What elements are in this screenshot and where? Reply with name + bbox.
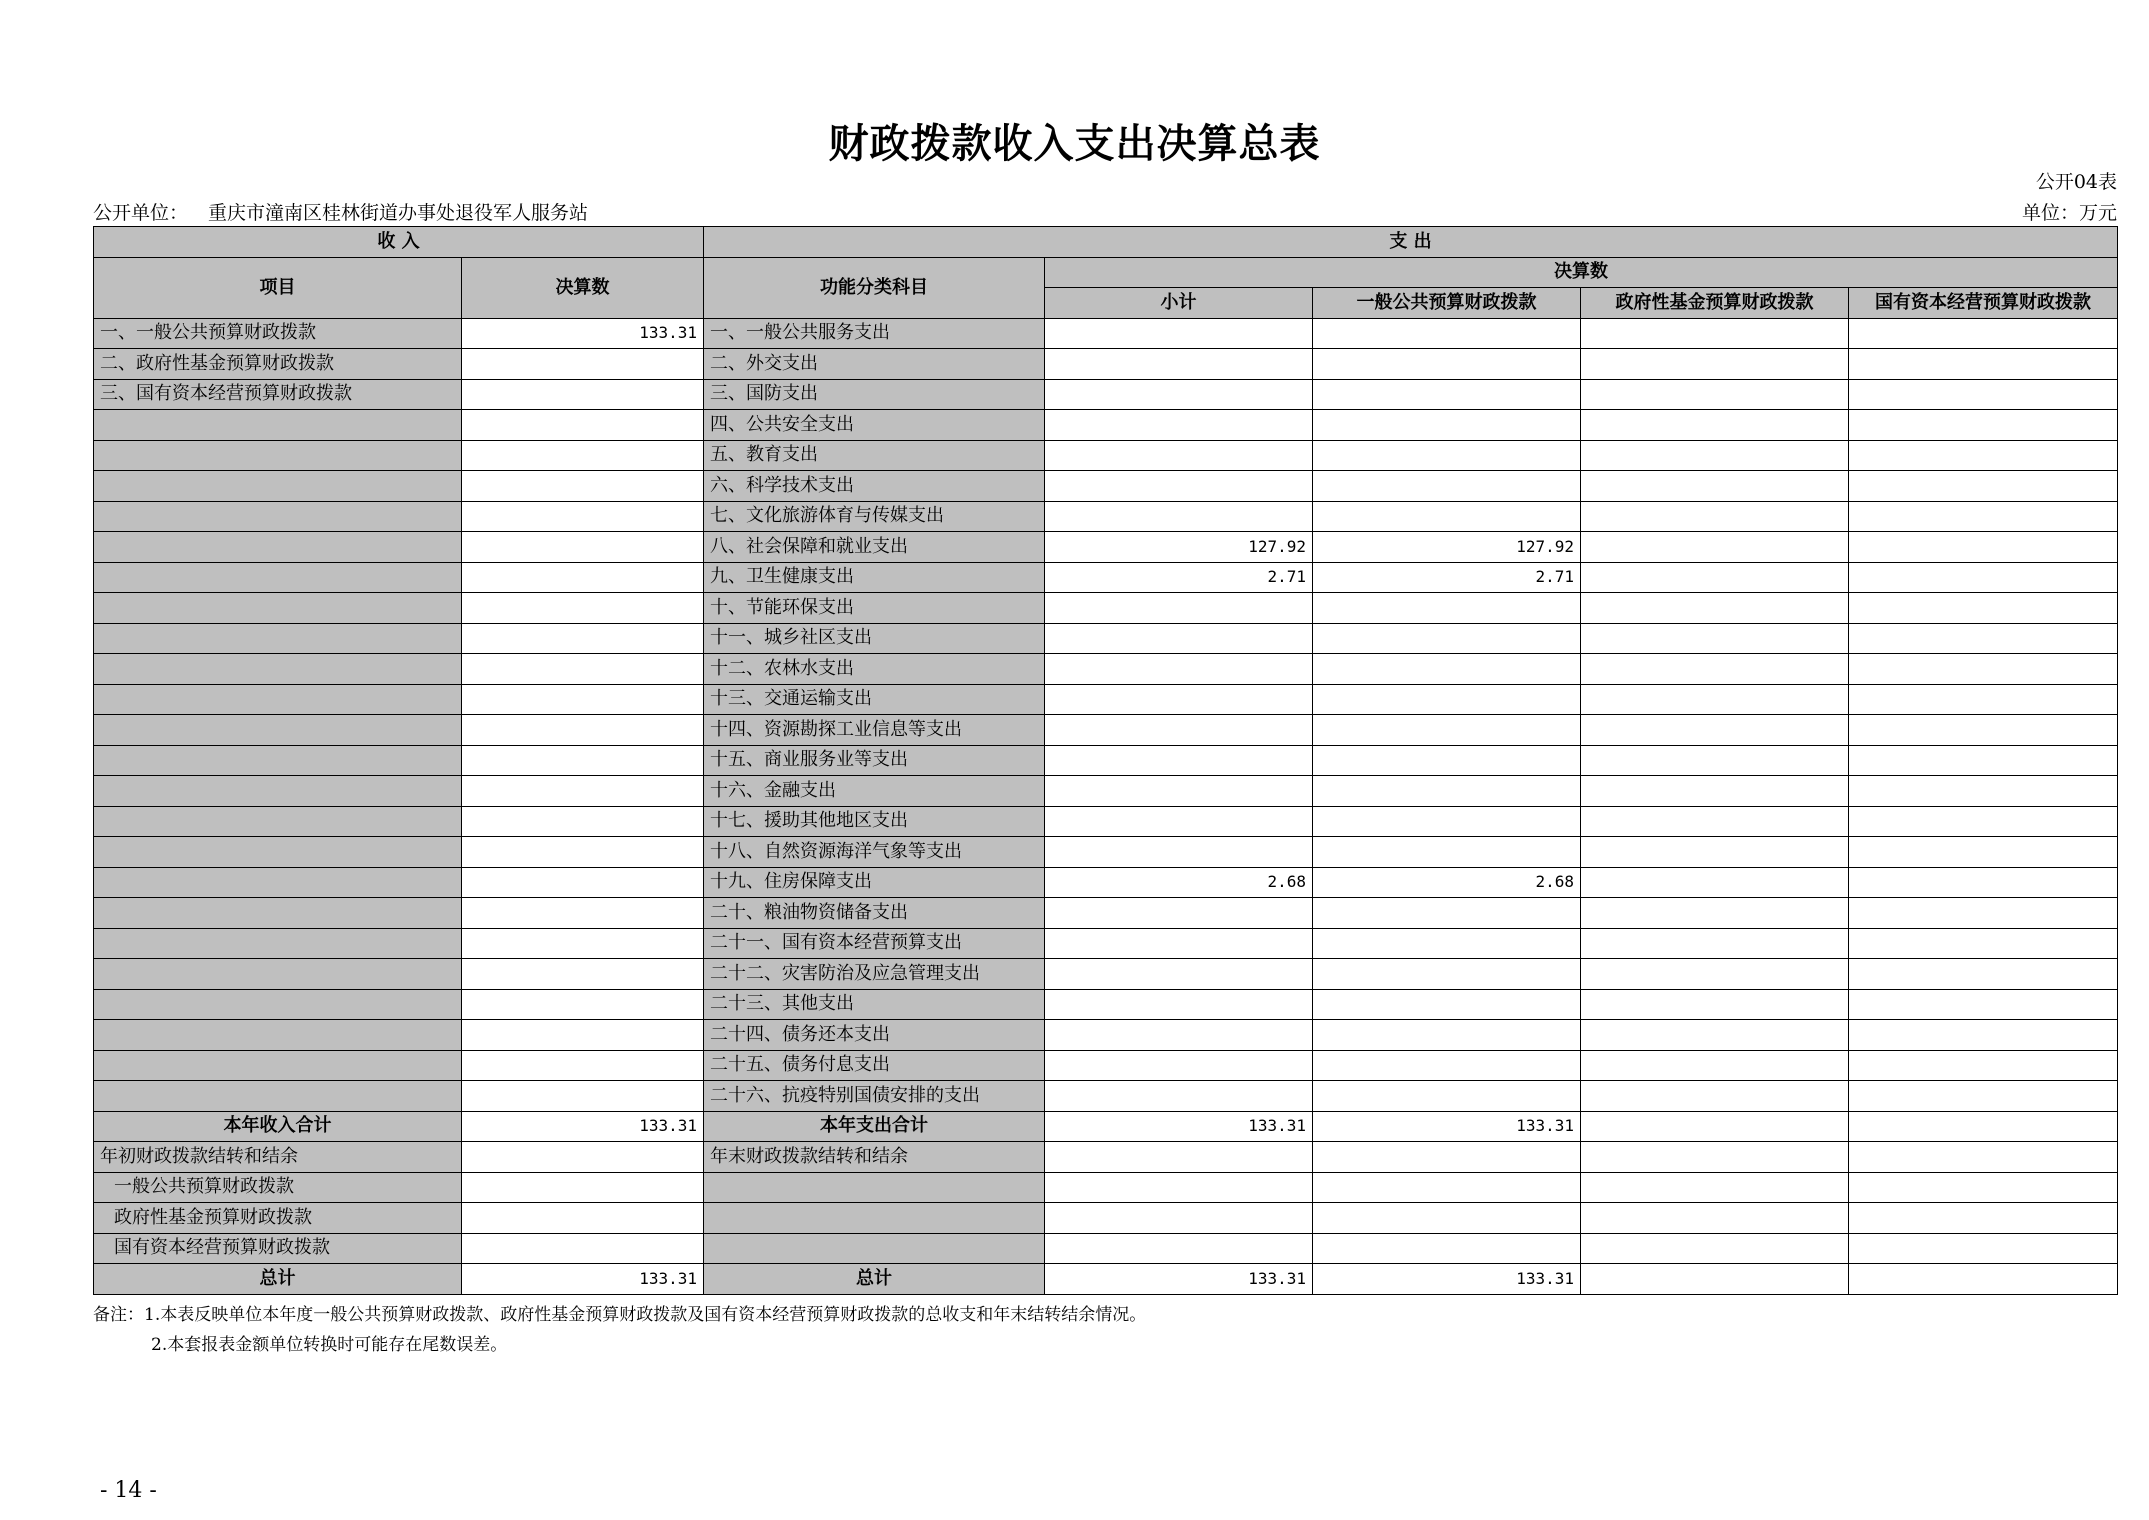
- expense-item-cell: 四、公共安全支出: [704, 410, 1045, 441]
- note-2: 2.本套报表金额单位转换时可能存在尾数误差。: [151, 1335, 508, 1355]
- income-item-cell: 本年收入合计: [94, 1111, 462, 1142]
- general-budget-cell: [1313, 410, 1581, 441]
- expense-item-cell: 七、文化旅游体育与传媒支出: [704, 501, 1045, 532]
- state-capital-cell: [1849, 1050, 2118, 1081]
- general-budget-cell: [1313, 1233, 1581, 1264]
- income-amount-cell: [462, 684, 704, 715]
- gov-fund-header: 政府性基金预算财政拨款: [1581, 288, 1849, 319]
- income-item-cell: [94, 715, 462, 746]
- income-item-cell: [94, 410, 462, 441]
- subtotal-cell: [1045, 959, 1313, 990]
- table-row: [94, 1111, 2118, 1142]
- note-1: 备注：1.本表反映单位本年度一般公共预算财政拨款、政府性基金预算财政拨款及国有资本经营预算财政拨款的总收支和年末结转结余情况。: [93, 1305, 1147, 1325]
- unit-info-line: [93, 198, 2117, 222]
- income-amount-cell: [462, 867, 704, 898]
- table-row: [94, 745, 2118, 776]
- table-row: [94, 410, 2118, 441]
- state-capital-cell: [1849, 684, 2118, 715]
- income-amount-cell: [462, 837, 704, 868]
- expense-item-cell: 十五、商业服务业等支出: [704, 745, 1045, 776]
- expense-item-cell: 六、科学技术支出: [704, 471, 1045, 502]
- subtotal-cell: [1045, 837, 1313, 868]
- subtotal-cell: [1045, 715, 1313, 746]
- income-item-cell: [94, 562, 462, 593]
- table-row: [94, 654, 2118, 685]
- state-capital-cell: [1849, 471, 2118, 502]
- table-row: [94, 501, 2118, 532]
- income-amount-cell: [462, 623, 704, 654]
- table-row: [94, 1142, 2118, 1173]
- income-item-cell: 三、国有资本经营预算财政拨款: [94, 379, 462, 410]
- income-item-cell: [94, 867, 462, 898]
- table-row: [94, 928, 2118, 959]
- income-item-cell: 年初财政拨款结转和结余: [94, 1142, 462, 1173]
- general-budget-cell: [1313, 471, 1581, 502]
- income-item-cell: 总计: [94, 1264, 462, 1295]
- income-amount-cell: [462, 1172, 704, 1203]
- reporting-unit-label: 公开单位：: [93, 202, 189, 224]
- state-capital-cell: [1849, 593, 2118, 624]
- expense-item-cell: 八、社会保障和就业支出: [704, 532, 1045, 563]
- income-amount-cell: 133.31: [462, 1264, 704, 1295]
- general-budget-cell: [1313, 776, 1581, 807]
- income-item-cell: [94, 776, 462, 807]
- subtotal-cell: [1045, 440, 1313, 471]
- table-row: [94, 959, 2118, 990]
- income-amount-cell: [462, 501, 704, 532]
- state-capital-cell: [1849, 1264, 2118, 1295]
- amount-header: 决算数: [462, 257, 704, 318]
- expense-item-cell: 二十二、灾害防治及应急管理支出: [704, 959, 1045, 990]
- gov-fund-cell: [1581, 440, 1849, 471]
- state-capital-cell: [1849, 1233, 2118, 1264]
- state-capital-cell: [1849, 1142, 2118, 1173]
- subtotal-cell: [1045, 1233, 1313, 1264]
- item-header: 项目: [94, 257, 462, 318]
- general-budget-cell: [1313, 684, 1581, 715]
- reporting-unit: [93, 198, 588, 225]
- table-row: [94, 471, 2118, 502]
- expense-item-cell: 十七、援助其他地区支出: [704, 806, 1045, 837]
- general-budget-cell: 2.71: [1313, 562, 1581, 593]
- income-amount-cell: [462, 1081, 704, 1112]
- income-item-cell: [94, 623, 462, 654]
- gov-fund-cell: [1581, 562, 1849, 593]
- income-amount-cell: [462, 379, 704, 410]
- subtotal-cell: [1045, 471, 1313, 502]
- general-budget-cell: [1313, 1172, 1581, 1203]
- income-amount-cell: [462, 1050, 704, 1081]
- subtotal-cell: [1045, 989, 1313, 1020]
- page-title: 财政拨款收入支出决算总表: [828, 120, 1321, 167]
- income-item-cell: [94, 898, 462, 929]
- subtotal-cell: [1045, 349, 1313, 380]
- table-row: [94, 1264, 2118, 1295]
- state-capital-cell: [1849, 1203, 2118, 1234]
- gov-fund-cell: [1581, 1081, 1849, 1112]
- income-item-cell: [94, 806, 462, 837]
- expense-item-cell: 十、节能环保支出: [704, 593, 1045, 624]
- func-subject-header: 功能分类科目: [704, 257, 1045, 318]
- income-item-cell: 政府性基金预算财政拨款: [94, 1203, 462, 1234]
- gov-fund-cell: [1581, 715, 1849, 746]
- income-item-cell: [94, 745, 462, 776]
- expense-item-cell: 二、外交支出: [704, 349, 1045, 380]
- subtotal-header: 小计: [1045, 288, 1313, 319]
- gov-fund-cell: [1581, 928, 1849, 959]
- expense-item-cell: 二十六、抗疫特别国债安排的支出: [704, 1081, 1045, 1112]
- gov-fund-cell: [1581, 1142, 1849, 1173]
- settle-header: 决算数: [1045, 257, 2118, 288]
- expense-item-cell: 本年支出合计: [704, 1111, 1045, 1142]
- gov-fund-cell: [1581, 837, 1849, 868]
- table-row: [94, 1020, 2118, 1051]
- table-row: [94, 1172, 2118, 1203]
- expense-item-cell: 十二、农林水支出: [704, 654, 1045, 685]
- income-amount-cell: [462, 806, 704, 837]
- table-row: [94, 684, 2118, 715]
- income-amount-cell: [462, 715, 704, 746]
- table-row: [94, 867, 2118, 898]
- table-body: [94, 318, 2118, 1294]
- expense-item-cell: 十九、住房保障支出: [704, 867, 1045, 898]
- income-amount-cell: [462, 1203, 704, 1234]
- gov-fund-cell: [1581, 1172, 1849, 1203]
- general-budget-cell: [1313, 318, 1581, 349]
- general-budget-header: 一般公共预算财政拨款: [1313, 288, 1581, 319]
- general-budget-cell: [1313, 379, 1581, 410]
- income-item-cell: 一般公共预算财政拨款: [94, 1172, 462, 1203]
- subtotal-cell: [1045, 898, 1313, 929]
- subtotal-cell: [1045, 684, 1313, 715]
- subtotal-cell: [1045, 776, 1313, 807]
- state-capital-cell: [1849, 1081, 2118, 1112]
- expense-item-cell: 十六、金融支出: [704, 776, 1045, 807]
- income-item-cell: 二、政府性基金预算财政拨款: [94, 349, 462, 380]
- income-item-cell: [94, 1081, 462, 1112]
- general-budget-cell: [1313, 745, 1581, 776]
- income-item-cell: [94, 593, 462, 624]
- subtotal-cell: 2.71: [1045, 562, 1313, 593]
- state-capital-cell: [1849, 715, 2118, 746]
- subtotal-cell: [1045, 1050, 1313, 1081]
- gov-fund-cell: [1581, 1111, 1849, 1142]
- state-capital-cell: [1849, 410, 2118, 441]
- state-capital-cell: [1849, 318, 2118, 349]
- general-budget-cell: [1313, 837, 1581, 868]
- expense-item-cell: 三、国防支出: [704, 379, 1045, 410]
- income-item-cell: 国有资本经营预算财政拨款: [94, 1233, 462, 1264]
- state-capital-cell: [1849, 806, 2118, 837]
- state-capital-cell: [1849, 532, 2118, 563]
- income-amount-cell: 133.31: [462, 318, 704, 349]
- state-capital-cell: [1849, 837, 2118, 868]
- expense-item-cell: 十八、自然资源海洋气象等支出: [704, 837, 1045, 868]
- subtotal-cell: [1045, 318, 1313, 349]
- gov-fund-cell: [1581, 989, 1849, 1020]
- income-item-cell: [94, 928, 462, 959]
- state-capital-cell: [1849, 1020, 2118, 1051]
- income-amount-cell: [462, 898, 704, 929]
- general-budget-cell: [1313, 959, 1581, 990]
- general-budget-cell: [1313, 806, 1581, 837]
- budget-summary-table: [93, 226, 2118, 1295]
- income-amount-cell: [462, 440, 704, 471]
- general-budget-cell: [1313, 928, 1581, 959]
- gov-fund-cell: [1581, 745, 1849, 776]
- expense-item-cell: 二十五、债务付息支出: [704, 1050, 1045, 1081]
- table-row: [94, 1233, 2118, 1264]
- gov-fund-cell: [1581, 410, 1849, 441]
- state-capital-cell: [1849, 989, 2118, 1020]
- gov-fund-cell: [1581, 532, 1849, 563]
- table-row: [94, 715, 2118, 746]
- general-budget-cell: [1313, 1203, 1581, 1234]
- expense-item-cell: 二十、粮油物资储备支出: [704, 898, 1045, 929]
- subtotal-cell: [1045, 1081, 1313, 1112]
- gov-fund-cell: [1581, 684, 1849, 715]
- table-row: [94, 379, 2118, 410]
- state-capital-cell: [1849, 928, 2118, 959]
- gov-fund-cell: [1581, 379, 1849, 410]
- general-budget-cell: [1313, 623, 1581, 654]
- subtotal-cell: 127.92: [1045, 532, 1313, 563]
- subtotal-cell: [1045, 379, 1313, 410]
- state-capital-cell: [1849, 379, 2118, 410]
- income-amount-cell: [462, 1020, 704, 1051]
- expense-item-cell: 二十三、其他支出: [704, 989, 1045, 1020]
- general-budget-cell: [1313, 440, 1581, 471]
- income-amount-cell: [462, 776, 704, 807]
- subtotal-cell: 133.31: [1045, 1111, 1313, 1142]
- general-budget-cell: 133.31: [1313, 1111, 1581, 1142]
- table-row: [94, 440, 2118, 471]
- gov-fund-cell: [1581, 867, 1849, 898]
- general-budget-cell: [1313, 1081, 1581, 1112]
- general-budget-cell: [1313, 349, 1581, 380]
- income-item-cell: [94, 684, 462, 715]
- subtotal-cell: [1045, 745, 1313, 776]
- gov-fund-cell: [1581, 501, 1849, 532]
- table-row: [94, 318, 2118, 349]
- general-budget-cell: 127.92: [1313, 532, 1581, 563]
- subtotal-cell: [1045, 501, 1313, 532]
- state-capital-cell: [1849, 867, 2118, 898]
- general-budget-cell: [1313, 501, 1581, 532]
- general-budget-cell: [1313, 593, 1581, 624]
- general-budget-cell: 2.68: [1313, 867, 1581, 898]
- general-budget-cell: [1313, 1142, 1581, 1173]
- table-row: [94, 989, 2118, 1020]
- income-amount-cell: [462, 471, 704, 502]
- gov-fund-cell: [1581, 806, 1849, 837]
- gov-fund-cell: [1581, 471, 1849, 502]
- income-amount-cell: [462, 989, 704, 1020]
- state-capital-cell: [1849, 776, 2118, 807]
- expense-item-cell: 年末财政拨款结转和结余: [704, 1142, 1045, 1173]
- state-capital-cell: [1849, 654, 2118, 685]
- gov-fund-cell: [1581, 593, 1849, 624]
- income-item-cell: [94, 1020, 462, 1051]
- expense-item-cell: 二十四、债务还本支出: [704, 1020, 1045, 1051]
- expense-header: 支 出: [704, 227, 2118, 258]
- state-capital-cell: [1849, 745, 2118, 776]
- state-capital-cell: [1849, 959, 2118, 990]
- subtotal-cell: [1045, 410, 1313, 441]
- income-item-cell: [94, 471, 462, 502]
- subtotal-cell: [1045, 654, 1313, 685]
- income-amount-cell: [462, 654, 704, 685]
- subtotal-cell: [1045, 928, 1313, 959]
- gov-fund-cell: [1581, 654, 1849, 685]
- income-item-cell: [94, 532, 462, 563]
- table-row: [94, 532, 2118, 563]
- expense-item-cell: 总计: [704, 1264, 1045, 1295]
- table-row: [94, 1050, 2118, 1081]
- expense-item-cell: [704, 1233, 1045, 1264]
- subtotal-cell: [1045, 623, 1313, 654]
- subtotal-cell: [1045, 806, 1313, 837]
- income-amount-cell: [462, 1233, 704, 1264]
- expense-item-cell: [704, 1203, 1045, 1234]
- state-capital-cell: [1849, 623, 2118, 654]
- state-capital-cell: [1849, 1111, 2118, 1142]
- table-row: [94, 1203, 2118, 1234]
- general-budget-cell: 133.31: [1313, 1264, 1581, 1295]
- income-amount-cell: [462, 593, 704, 624]
- reporting-unit-name: 重庆市潼南区桂林街道办事处退役军人服务站: [208, 202, 589, 224]
- income-amount-cell: [462, 1142, 704, 1173]
- income-amount-cell: [462, 349, 704, 380]
- table-row: [94, 776, 2118, 807]
- expense-item-cell: 十三、交通运输支出: [704, 684, 1045, 715]
- table-row: [94, 623, 2118, 654]
- gov-fund-cell: [1581, 349, 1849, 380]
- expense-item-cell: 十一、城乡社区支出: [704, 623, 1045, 654]
- gov-fund-cell: [1581, 898, 1849, 929]
- table-row: [94, 593, 2118, 624]
- income-amount-cell: [462, 745, 704, 776]
- subtotal-cell: 2.68: [1045, 867, 1313, 898]
- income-amount-cell: [462, 532, 704, 563]
- expense-item-cell: 二十一、国有资本经营预算支出: [704, 928, 1045, 959]
- expense-item-cell: 五、教育支出: [704, 440, 1045, 471]
- income-item-cell: [94, 501, 462, 532]
- income-amount-cell: [462, 959, 704, 990]
- general-budget-cell: [1313, 654, 1581, 685]
- money-unit: 单位：万元: [2021, 202, 2117, 224]
- expense-item-cell: 一、一般公共服务支出: [704, 318, 1045, 349]
- income-item-cell: [94, 654, 462, 685]
- table-row: [94, 562, 2118, 593]
- state-capital-cell: [1849, 440, 2118, 471]
- page-number: - 14 -: [100, 1478, 157, 1503]
- subtotal-cell: [1045, 1172, 1313, 1203]
- gov-fund-cell: [1581, 623, 1849, 654]
- income-item-cell: [94, 440, 462, 471]
- gov-fund-cell: [1581, 1050, 1849, 1081]
- gov-fund-cell: [1581, 1020, 1849, 1051]
- expense-item-cell: 九、卫生健康支出: [704, 562, 1045, 593]
- table-row: [94, 898, 2118, 929]
- expense-item-cell: 十四、资源勘探工业信息等支出: [704, 715, 1045, 746]
- income-item-cell: [94, 989, 462, 1020]
- state-capital-header: 国有资本经营预算财政拨款: [1849, 288, 2118, 319]
- general-budget-cell: [1313, 1050, 1581, 1081]
- notes: [93, 1300, 1146, 1360]
- gov-fund-cell: [1581, 318, 1849, 349]
- income-amount-cell: [462, 928, 704, 959]
- state-capital-cell: [1849, 349, 2118, 380]
- state-capital-cell: [1849, 1172, 2118, 1203]
- gov-fund-cell: [1581, 959, 1849, 990]
- gov-fund-cell: [1581, 1203, 1849, 1234]
- subtotal-cell: [1045, 1142, 1313, 1173]
- general-budget-cell: [1313, 715, 1581, 746]
- income-header: 收 入: [94, 227, 704, 258]
- income-amount-cell: 133.31: [462, 1111, 704, 1142]
- income-item-cell: [94, 1050, 462, 1081]
- table-row: [94, 1081, 2118, 1112]
- gov-fund-cell: [1581, 1233, 1849, 1264]
- general-budget-cell: [1313, 989, 1581, 1020]
- income-item-cell: [94, 959, 462, 990]
- table-row: [94, 806, 2118, 837]
- subtotal-cell: [1045, 1203, 1313, 1234]
- subtotal-cell: [1045, 593, 1313, 624]
- general-budget-cell: [1313, 898, 1581, 929]
- subtotal-cell: 133.31: [1045, 1264, 1313, 1295]
- state-capital-cell: [1849, 501, 2118, 532]
- income-item-cell: [94, 837, 462, 868]
- state-capital-cell: [1849, 562, 2118, 593]
- income-amount-cell: [462, 410, 704, 441]
- table-row: [94, 349, 2118, 380]
- gov-fund-cell: [1581, 776, 1849, 807]
- income-amount-cell: [462, 562, 704, 593]
- income-item-cell: 一、一般公共预算财政拨款: [94, 318, 462, 349]
- table-row: [94, 837, 2118, 868]
- state-capital-cell: [1849, 898, 2118, 929]
- subtotal-cell: [1045, 1020, 1313, 1051]
- expense-item-cell: [704, 1172, 1045, 1203]
- general-budget-cell: [1313, 1020, 1581, 1051]
- form-number: 公开04表: [2035, 171, 2117, 193]
- gov-fund-cell: [1581, 1264, 1849, 1295]
